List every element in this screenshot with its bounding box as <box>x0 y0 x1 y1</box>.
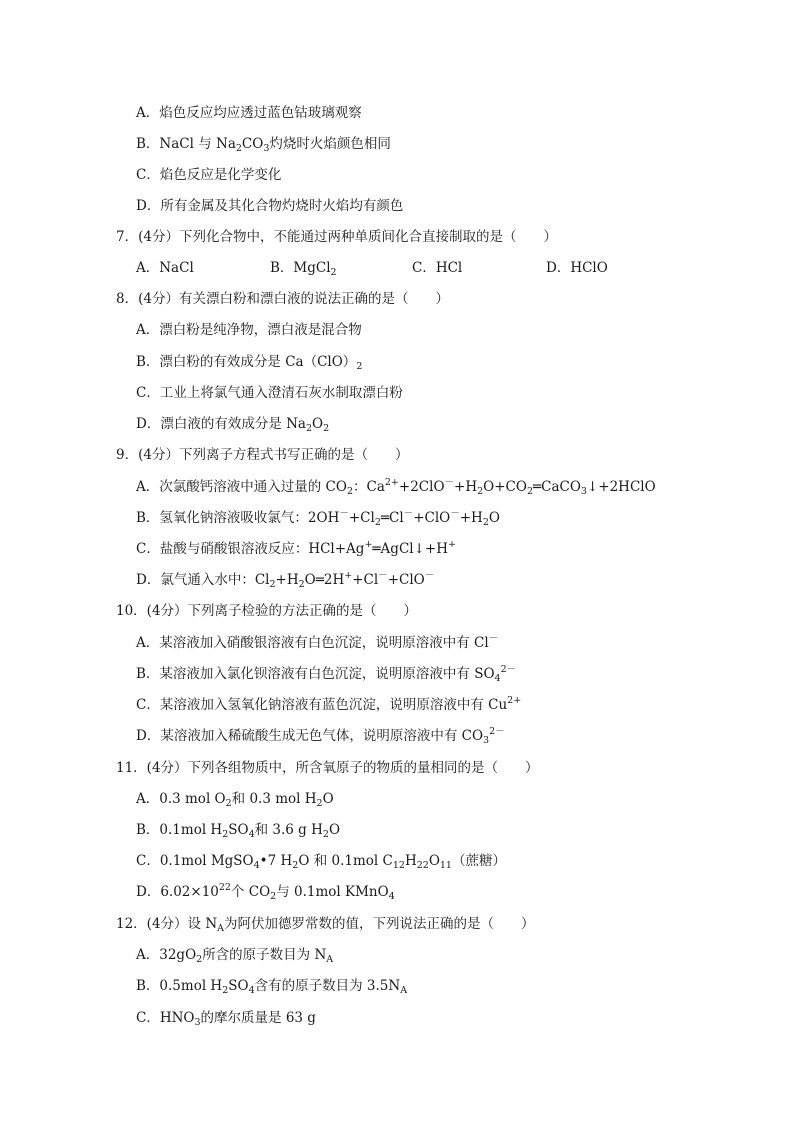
question-10-stem: 10．(4分）下列离子检验的方法正确的是（ ） <box>116 603 418 619</box>
q8-option-b: B．漂白粉的有效成分是 $Ca(ClO)_2$ <box>136 354 363 372</box>
q11-option-c: C．0.1mol MgSO$_4$•7 $H_2O$ 和 0.1mol $C_{12}H_{22}O_{11}$（蔗糖） <box>136 853 506 871</box>
q12-option-c: C．$HNO_3$的摩尔质量是 63 g <box>136 1010 316 1028</box>
question-12-stem: 12．(4分）设 $N_A$为阿伏加德罗常数的值，下列说法正确的是（ ） <box>116 916 535 934</box>
q7-option-c: C．HCl <box>412 260 463 276</box>
prev-option-b: B．NaCl 与 $Na_2CO_3$灼烧时火焰颜色相同 <box>136 136 391 154</box>
prev-option-d: D．所有金属及其化合物灼烧时火焰均有颜色 <box>136 198 404 214</box>
q10-option-b: B．某溶液加入氯化钡溶液有白色沉淀，说明原溶液中有 $SO_4^{2-}$ <box>136 664 517 684</box>
q10-option-a: A．某溶液加入硝酸银溶液有白色沉淀，说明原溶液中有 Cl－ <box>136 633 499 651</box>
q7-option-d: D．HClO <box>546 260 608 276</box>
q7-option-b: B．MgCl$_2$ <box>270 260 337 278</box>
q9-option-c: C．盐酸与硝酸银溶液反应：HCl+Ag+═AgCl↓+H+ <box>136 539 456 557</box>
q11-option-a: A．0.3 mol $O_2$和 0.3 mol $H_2O$ <box>136 791 334 809</box>
q8-option-c: C．工业上将氯气通入澄清石灰水制取漂白粉 <box>136 385 403 401</box>
question-9-stem: 9．(4分）下列离子方程式书写正确的是（ ） <box>116 447 409 463</box>
prev-option-a: A．焰色反应均应透过蓝色钴玻璃观察 <box>136 105 362 121</box>
q11-option-b: B．0.1mol $H_2SO_4$和 3.6 g $H_2O$ <box>136 822 341 840</box>
q8-option-a: A．漂白粉是纯净物，漂白液是混合物 <box>136 322 362 338</box>
q11-option-d: D．$6.02\times 10^{22}$个 $CO_2$与 0.1mol KMnO$_4$ <box>136 882 395 902</box>
q10-option-c: C．某溶液加入氢氧化钠溶液有蓝色沉淀，说明原溶液中有 $Cu^{2+}$ <box>136 695 522 713</box>
question-11-stem: 11．(4分）下列各组物质中，所含氧原子的物质的量相同的是（ ） <box>116 760 539 776</box>
q7-option-a: A．NaCl <box>136 260 194 276</box>
question-8-stem: 8．(4分）有关漂白粉和漂白液的说法正确的是（ ） <box>116 291 449 307</box>
q12-option-a: A．$32gO_2$所含的原子数目为 $N_A$ <box>136 947 334 965</box>
q10-option-d: D．某溶液加入稀硫酸生成无色气体，说明原溶液中有 $CO_3^{2-}$ <box>136 726 505 746</box>
prev-option-c: C．焰色反应是化学变化 <box>136 167 282 183</box>
q8-option-d: D．漂白液的有效成分是 $Na_2O_2$ <box>136 416 330 434</box>
q9-option-d: D．氯气通入水中：$Cl_2+H_2O═2H^++Cl^-+ClO^-$ <box>136 570 435 590</box>
q12-option-b: B．0.5mol $H_2SO_4$含有的原子数目为 $3.5N_A$ <box>136 978 408 996</box>
q9-option-b: B．氢氧化钠溶液吸收氯气：$2OH^-+Cl_2═Cl^-+ClO^-+H_2O$ <box>136 508 500 528</box>
q9-option-a: A．次氯酸钙溶液中通入过量的 $CO_2$：$Ca^{2+}+2ClO^-+H_2O+CO_2═CaCO_3↓+2HClO$ <box>136 477 656 497</box>
question-7-stem: 7．(4分）下列化合物中，不能通过两种单质间化合直接制取的是（ ） <box>116 229 557 245</box>
